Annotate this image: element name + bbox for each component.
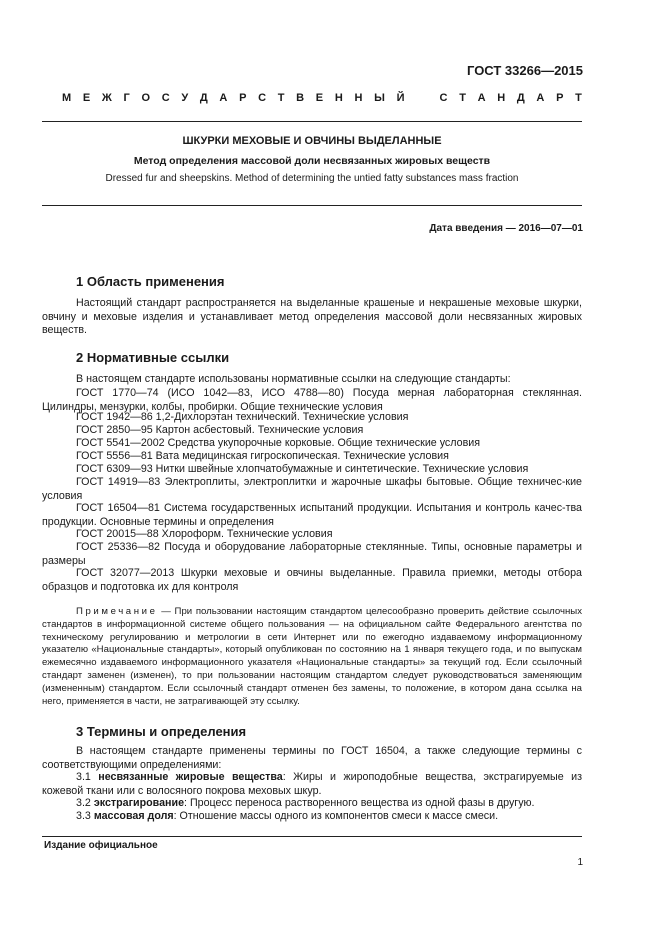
term-definition bbox=[42, 810, 582, 824]
term-number: 3.2 bbox=[76, 797, 94, 809]
document-title-english: Dressed fur and sheepskins. Method of determining the untied fatty substances mass fraction bbox=[105, 173, 519, 184]
term-name: массовая доля bbox=[93, 810, 174, 822]
term-number: 3.3 bbox=[76, 810, 94, 822]
reference-item: ГОСТ 5541—2002 Средства укупорочные корковые. Общие технические условия bbox=[76, 437, 481, 449]
banner-letter: Н bbox=[354, 92, 363, 104]
banner-letter: Е bbox=[315, 92, 324, 104]
note-paragraph bbox=[42, 606, 582, 708]
banner-letter: Т bbox=[277, 92, 285, 104]
document-title: ШКУРКИ МЕХОВЫЕ И ОВЧИНЫ ВЫДЕЛАННЫЕ bbox=[182, 135, 442, 147]
banner-letter: А bbox=[477, 92, 486, 104]
section-1-text: Настоящий стандарт распространяется на выделанные крашеные и некрашеные меховые шкурки, овчину и меховые изделия и устанавливает метод определения массовой доли несвязанных жировых веществ. bbox=[42, 297, 582, 337]
banner-letter: Т bbox=[575, 92, 582, 104]
reference-item: ГОСТ 5556—81 Вата медицинская гигроскопическая. Технические условия bbox=[76, 450, 449, 462]
reference-item: ГОСТ 25336—82 Посуда и оборудование лабораторные стеклянные. Типы, основные параметры и размеры bbox=[42, 541, 582, 567]
banner-letter: Ж bbox=[101, 92, 112, 104]
note-label: Примечание bbox=[76, 606, 158, 617]
term-definition bbox=[42, 797, 582, 811]
document-subtitle: Метод определения массовой доли несвязанных жировых веществ bbox=[133, 155, 491, 167]
section-2-heading: 2 Нормативные ссылки bbox=[76, 350, 230, 365]
banner-letter: Е bbox=[82, 92, 91, 104]
term-text: : Процесс переноса растворенного вещества из одной фазы в другую. bbox=[184, 797, 535, 809]
banner-letter: Й bbox=[396, 92, 405, 104]
banner-letter: Г bbox=[123, 92, 130, 104]
banner-letter: М bbox=[62, 92, 72, 104]
interstate-standard-banner bbox=[62, 92, 582, 104]
introduction-date: Дата введения — 2016—07—01 bbox=[429, 223, 583, 234]
note-text: — При пользовании настоящим стандартом целесообразно проверить действие ссылочных стандартов в информационной системе общего пользования — на официальном сайте Федерального агентства по техническому регулированию и метрологии в сети Интернет или по ежегодно издаваемому информационному указателю «Национальные стандарты», который опубликован по состоянию на 1 января текущего года, и по выпускам ежемесячно издаваемого информационного указателя «Национальные стандарты» за текущий год. Если ссылочный стандарт заменен (изменен), то при пользовании настоящим стандартом следует руководствоваться заменяющим (измененным) стандартом. Если ссылочный стандарт отменен без замены, то положение, в котором дана ссылка на него, применяется в части, не затрагивающей эту ссылку. bbox=[42, 606, 582, 707]
banner-letter: Т bbox=[459, 92, 466, 104]
term-name: экстрагирование bbox=[93, 797, 185, 809]
reference-item: ГОСТ 2850—95 Картон асбестовый. Технические условия bbox=[76, 424, 364, 436]
term-definition bbox=[42, 771, 582, 798]
reference-item: ГОСТ 32077—2013 Шкурки меховые и овчины выделанные. Правила приемки, методы отбора образцов и подготовка их для контроля bbox=[42, 567, 582, 593]
banner-letter: У bbox=[181, 92, 189, 104]
header-rule bbox=[42, 121, 582, 122]
reference-item: ГОСТ 1770—74 (ИСО 1042—83, ИСО 4788—80) Посуда мерная лабораторная стеклянная. Цилиндры, мензурки, колбы, пробирки. Общие технические условия bbox=[42, 387, 582, 413]
banner-letter: Ы bbox=[374, 92, 385, 104]
reference-item: ГОСТ 1942—86 1,2-Дихлорэтан технический. Технические условия bbox=[76, 411, 409, 423]
footer-rule bbox=[42, 836, 582, 837]
banner-letter: Д bbox=[199, 92, 208, 104]
section-3-intro: В настоящем стандарте применены термины по ГОСТ 16504, а также следующие термины с соответствующими определениями: bbox=[42, 745, 582, 771]
banner-letter: Н bbox=[497, 92, 506, 104]
reference-item: ГОСТ 16504—81 Система государственных испытаний продукции. Испытания и контроль качес-тва продукции. Основные термины и определения bbox=[42, 502, 582, 528]
banner-letter: О bbox=[141, 92, 151, 104]
section-1-heading: 1 Область применения bbox=[76, 274, 225, 289]
banner-letter: В bbox=[296, 92, 305, 104]
banner-letter: С bbox=[439, 92, 448, 104]
banner-letter: Н bbox=[334, 92, 343, 104]
standard-number: ГОСТ 33266—2015 bbox=[467, 63, 583, 78]
reference-item: ГОСТ 20015—88 Хлороформ. Технические условия bbox=[76, 528, 333, 540]
banner-letter: С bbox=[161, 92, 170, 104]
reference-item: ГОСТ 6309—93 Нитки швейные хлопчатобумажные и синтетические. Технические условия bbox=[76, 463, 529, 475]
banner-letter: Р bbox=[239, 92, 247, 104]
term-text: : Отношение массы одного из компонентов смеси к массе смеси. bbox=[173, 810, 499, 822]
banner-letter: А bbox=[219, 92, 228, 104]
banner-letter: С bbox=[258, 92, 267, 104]
banner-letter: Д bbox=[516, 92, 525, 104]
reference-item: ГОСТ 14919—83 Электроплиты, электроплитки и жарочные шкафы бытовые. Общие техничес-кие условия bbox=[42, 476, 582, 502]
banner-letter: А bbox=[536, 92, 545, 104]
term-text: : Жиры и жироподобные вещества, экстрагируемые из кожевой ткани или с волосяного покрова меховых шкур. bbox=[42, 771, 582, 797]
banner-letter: Р bbox=[556, 92, 564, 104]
section-3-heading: 3 Термины и определения bbox=[76, 724, 247, 739]
official-edition-label: Издание официальное bbox=[44, 840, 158, 851]
term-number: 3.1 bbox=[76, 771, 99, 783]
title-rule bbox=[42, 205, 582, 206]
page-number: 1 bbox=[577, 857, 583, 868]
section-2-intro: В настоящем стандарте использованы нормативные ссылки на следующие стандарты: bbox=[76, 373, 511, 385]
term-name: несвязанные жировые вещества bbox=[98, 771, 283, 783]
